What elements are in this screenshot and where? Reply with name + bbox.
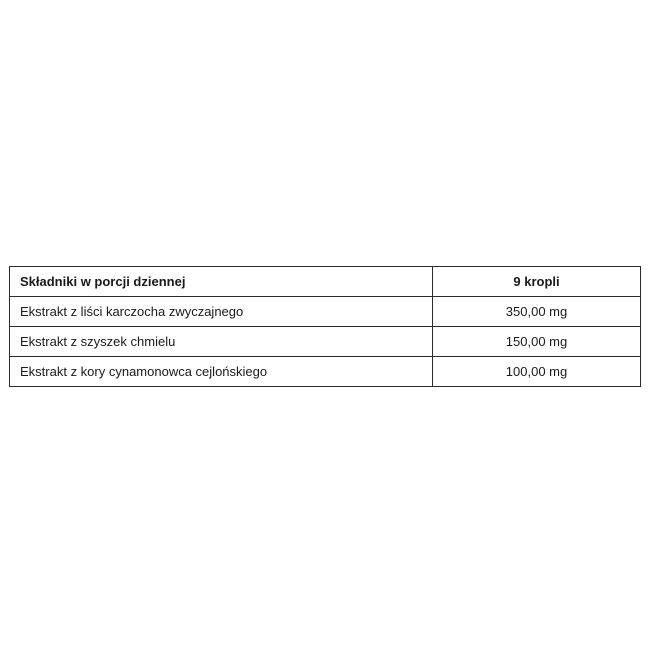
header-ingredient: Składniki w porcji dziennej <box>10 267 433 297</box>
table-row <box>10 357 641 387</box>
ingredient-amount: 100,00 mg <box>433 357 641 387</box>
header-amount: 9 kropli <box>433 267 641 297</box>
table-header <box>10 267 641 297</box>
ingredient-name: Ekstrakt z liści karczocha zwyczajnego <box>10 297 433 327</box>
ingredient-amount: 350,00 mg <box>433 297 641 327</box>
table-row <box>10 327 641 357</box>
ingredient-name: Ekstrakt z szyszek chmielu <box>10 327 433 357</box>
header-row <box>10 267 641 297</box>
ingredients-table <box>9 266 641 387</box>
ingredient-name: Ekstrakt z kory cynamonowca cejlońskiego <box>10 357 433 387</box>
table-row <box>10 297 641 327</box>
table-body <box>10 297 641 387</box>
ingredient-amount: 150,00 mg <box>433 327 641 357</box>
